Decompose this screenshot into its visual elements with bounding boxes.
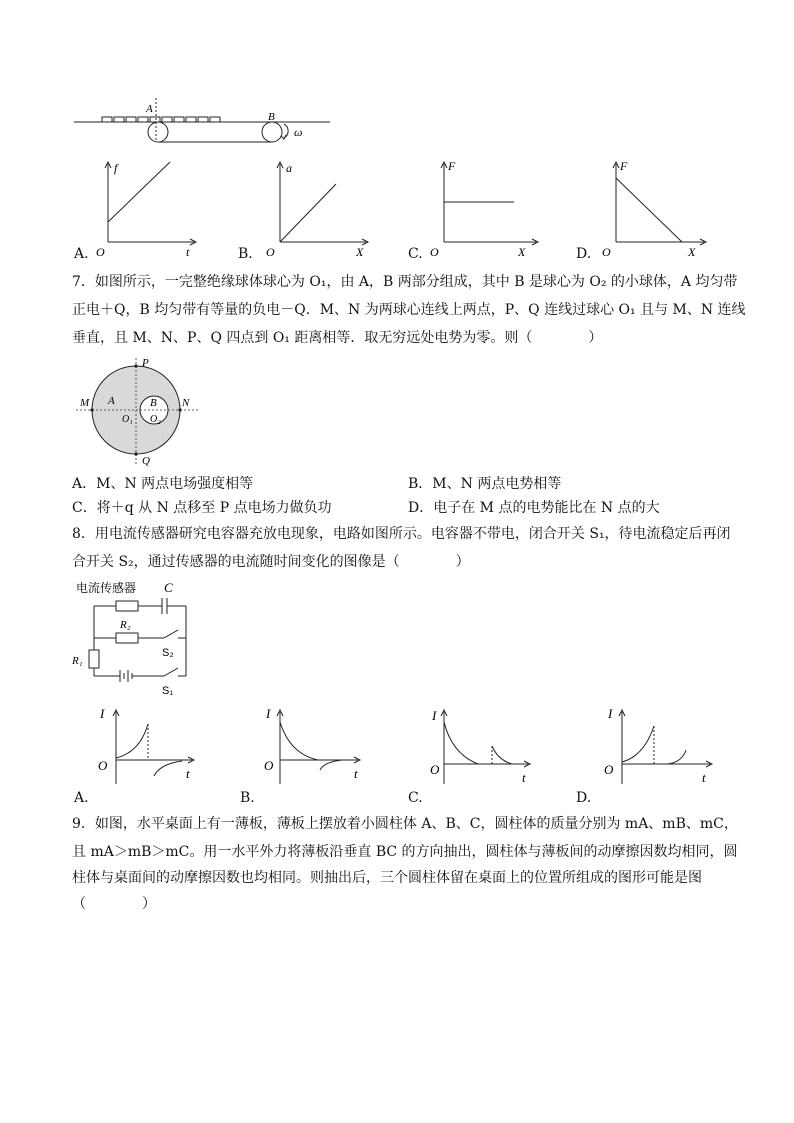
svg-text:O: O (98, 758, 108, 773)
svg-text:f: f (114, 161, 118, 175)
svg-text:C: C (164, 580, 173, 595)
q7-option-a: A．M、N 两点电场强度相等 (72, 476, 254, 492)
svg-text:S₁: S₁ (162, 685, 174, 697)
svg-text:O: O (604, 762, 614, 777)
curve-charge (280, 722, 318, 760)
sensor-box (116, 601, 138, 611)
roller-b (262, 122, 282, 142)
svg-text:O₁: O₁ (122, 414, 133, 425)
curve-second (492, 746, 512, 764)
option-letter: D. (576, 246, 592, 262)
svg-text:O: O (266, 245, 275, 258)
q7-line-2: 正电＋Q，B 均匀带有等量的负电－Q．M、N 为两球心连线上两点，P、Q 连线过球心 O₁ 且与 M、N 连线 (72, 302, 746, 318)
svg-text:F: F (620, 159, 628, 173)
q9-line-3: 柱体与桌面间的动摩擦因数也均相同。则抽出后，三个圆柱体留在桌面上的位置所组成的图形可能是图 (72, 870, 702, 886)
label-b: B (268, 111, 275, 123)
option-letter: C. (408, 246, 423, 262)
svg-text:B: B (150, 397, 157, 409)
q7-option-d: D．电子在 M 点的电势能比在 N 点的大 (408, 500, 660, 516)
svg-text:X: X (688, 245, 696, 258)
svg-text:电流传感器: 电流传感器 (76, 581, 137, 595)
r1-box (89, 650, 99, 668)
q8-line-2: 合开关 S₂，通过传感器的电流随时间变化的图像是（ ） (72, 554, 470, 570)
q8-line-1: 8．用电流传感器研究电容器充放电现象，电路如图所示。电容器不带电，闭合开关 S₁，待电流稳定后再闭 (72, 526, 731, 542)
svg-text:N: N (182, 397, 190, 409)
sphere-figure (74, 354, 204, 468)
svg-text:t: t (522, 770, 526, 785)
curve-charge (116, 724, 148, 758)
curve-charge (622, 726, 654, 762)
circuit-diagram (72, 578, 202, 702)
q7-line-3: 垂直，且 M、N、P、Q 四点到 O₁ 距离相等．取无穷远处电势为零。则（ ） (72, 330, 603, 346)
svg-text:O: O (602, 245, 611, 258)
svg-text:O: O (430, 762, 440, 777)
curve-discharge (320, 760, 342, 770)
q7-line-1: 7．如图所示，一完整绝缘球体球心为 O₁，由 A，B 两部分组成，其中 B 是球心为 O₂ 的小球体，A 均匀带 (72, 274, 738, 290)
curve-second (668, 750, 686, 764)
graph-line (280, 184, 336, 242)
q9-line-2: 且 mA＞mB＞mC。用一水平外力将薄板沿垂直 BC 的方向抽出，圆柱体与薄板间的动摩擦因数均相同，圆 (72, 844, 738, 860)
svg-text:R₂: R₂ (120, 619, 131, 631)
q9-line-1: 9．如图，水平桌面上有一薄板，薄板上摆放着小圆柱体 A、B、C，圆柱体的质量分别为 mA、mB、mC， (72, 816, 738, 832)
svg-text:t: t (702, 770, 706, 785)
label-a: A (146, 103, 153, 115)
svg-text:P: P (142, 357, 149, 369)
conveyor-belt-figure (70, 94, 330, 156)
svg-text:O₂: O₂ (150, 414, 161, 425)
svg-text:I: I (100, 706, 105, 721)
svg-text:I: I (266, 706, 271, 721)
svg-text:I: I (432, 708, 437, 723)
svg-text:I: I (608, 706, 613, 721)
curve-charge (444, 722, 478, 764)
svg-text:A: A (108, 395, 115, 407)
q7-option-c: C．将＋q 从 N 点移至 P 点电场力做负功 (72, 500, 332, 516)
svg-text:Q: Q (142, 455, 150, 467)
svg-text:M: M (80, 397, 90, 409)
svg-text:O: O (96, 245, 105, 258)
q7-option-b: B．M、N 两点电势相等 (408, 476, 562, 492)
label-omega: ω (294, 125, 303, 139)
svg-text:X: X (518, 245, 526, 258)
curve-discharge (154, 761, 182, 776)
r2-box (116, 633, 138, 643)
svg-text:F: F (448, 159, 456, 173)
option-letter: A. (74, 246, 89, 262)
graph-line (616, 178, 682, 242)
svg-text:t: t (354, 766, 358, 781)
option-letter: B. (238, 246, 253, 262)
svg-text:O: O (430, 245, 439, 258)
blocks (102, 117, 220, 122)
svg-text:O: O (264, 758, 274, 773)
q9-line-4: （ ） (72, 896, 156, 912)
roller-a (148, 122, 168, 142)
svg-text:a: a (286, 161, 292, 175)
svg-text:t: t (186, 245, 190, 258)
svg-text:t: t (186, 766, 190, 781)
svg-text:S₂: S₂ (162, 647, 174, 659)
svg-text:R₁: R₁ (72, 655, 83, 667)
svg-text:X: X (356, 245, 364, 258)
